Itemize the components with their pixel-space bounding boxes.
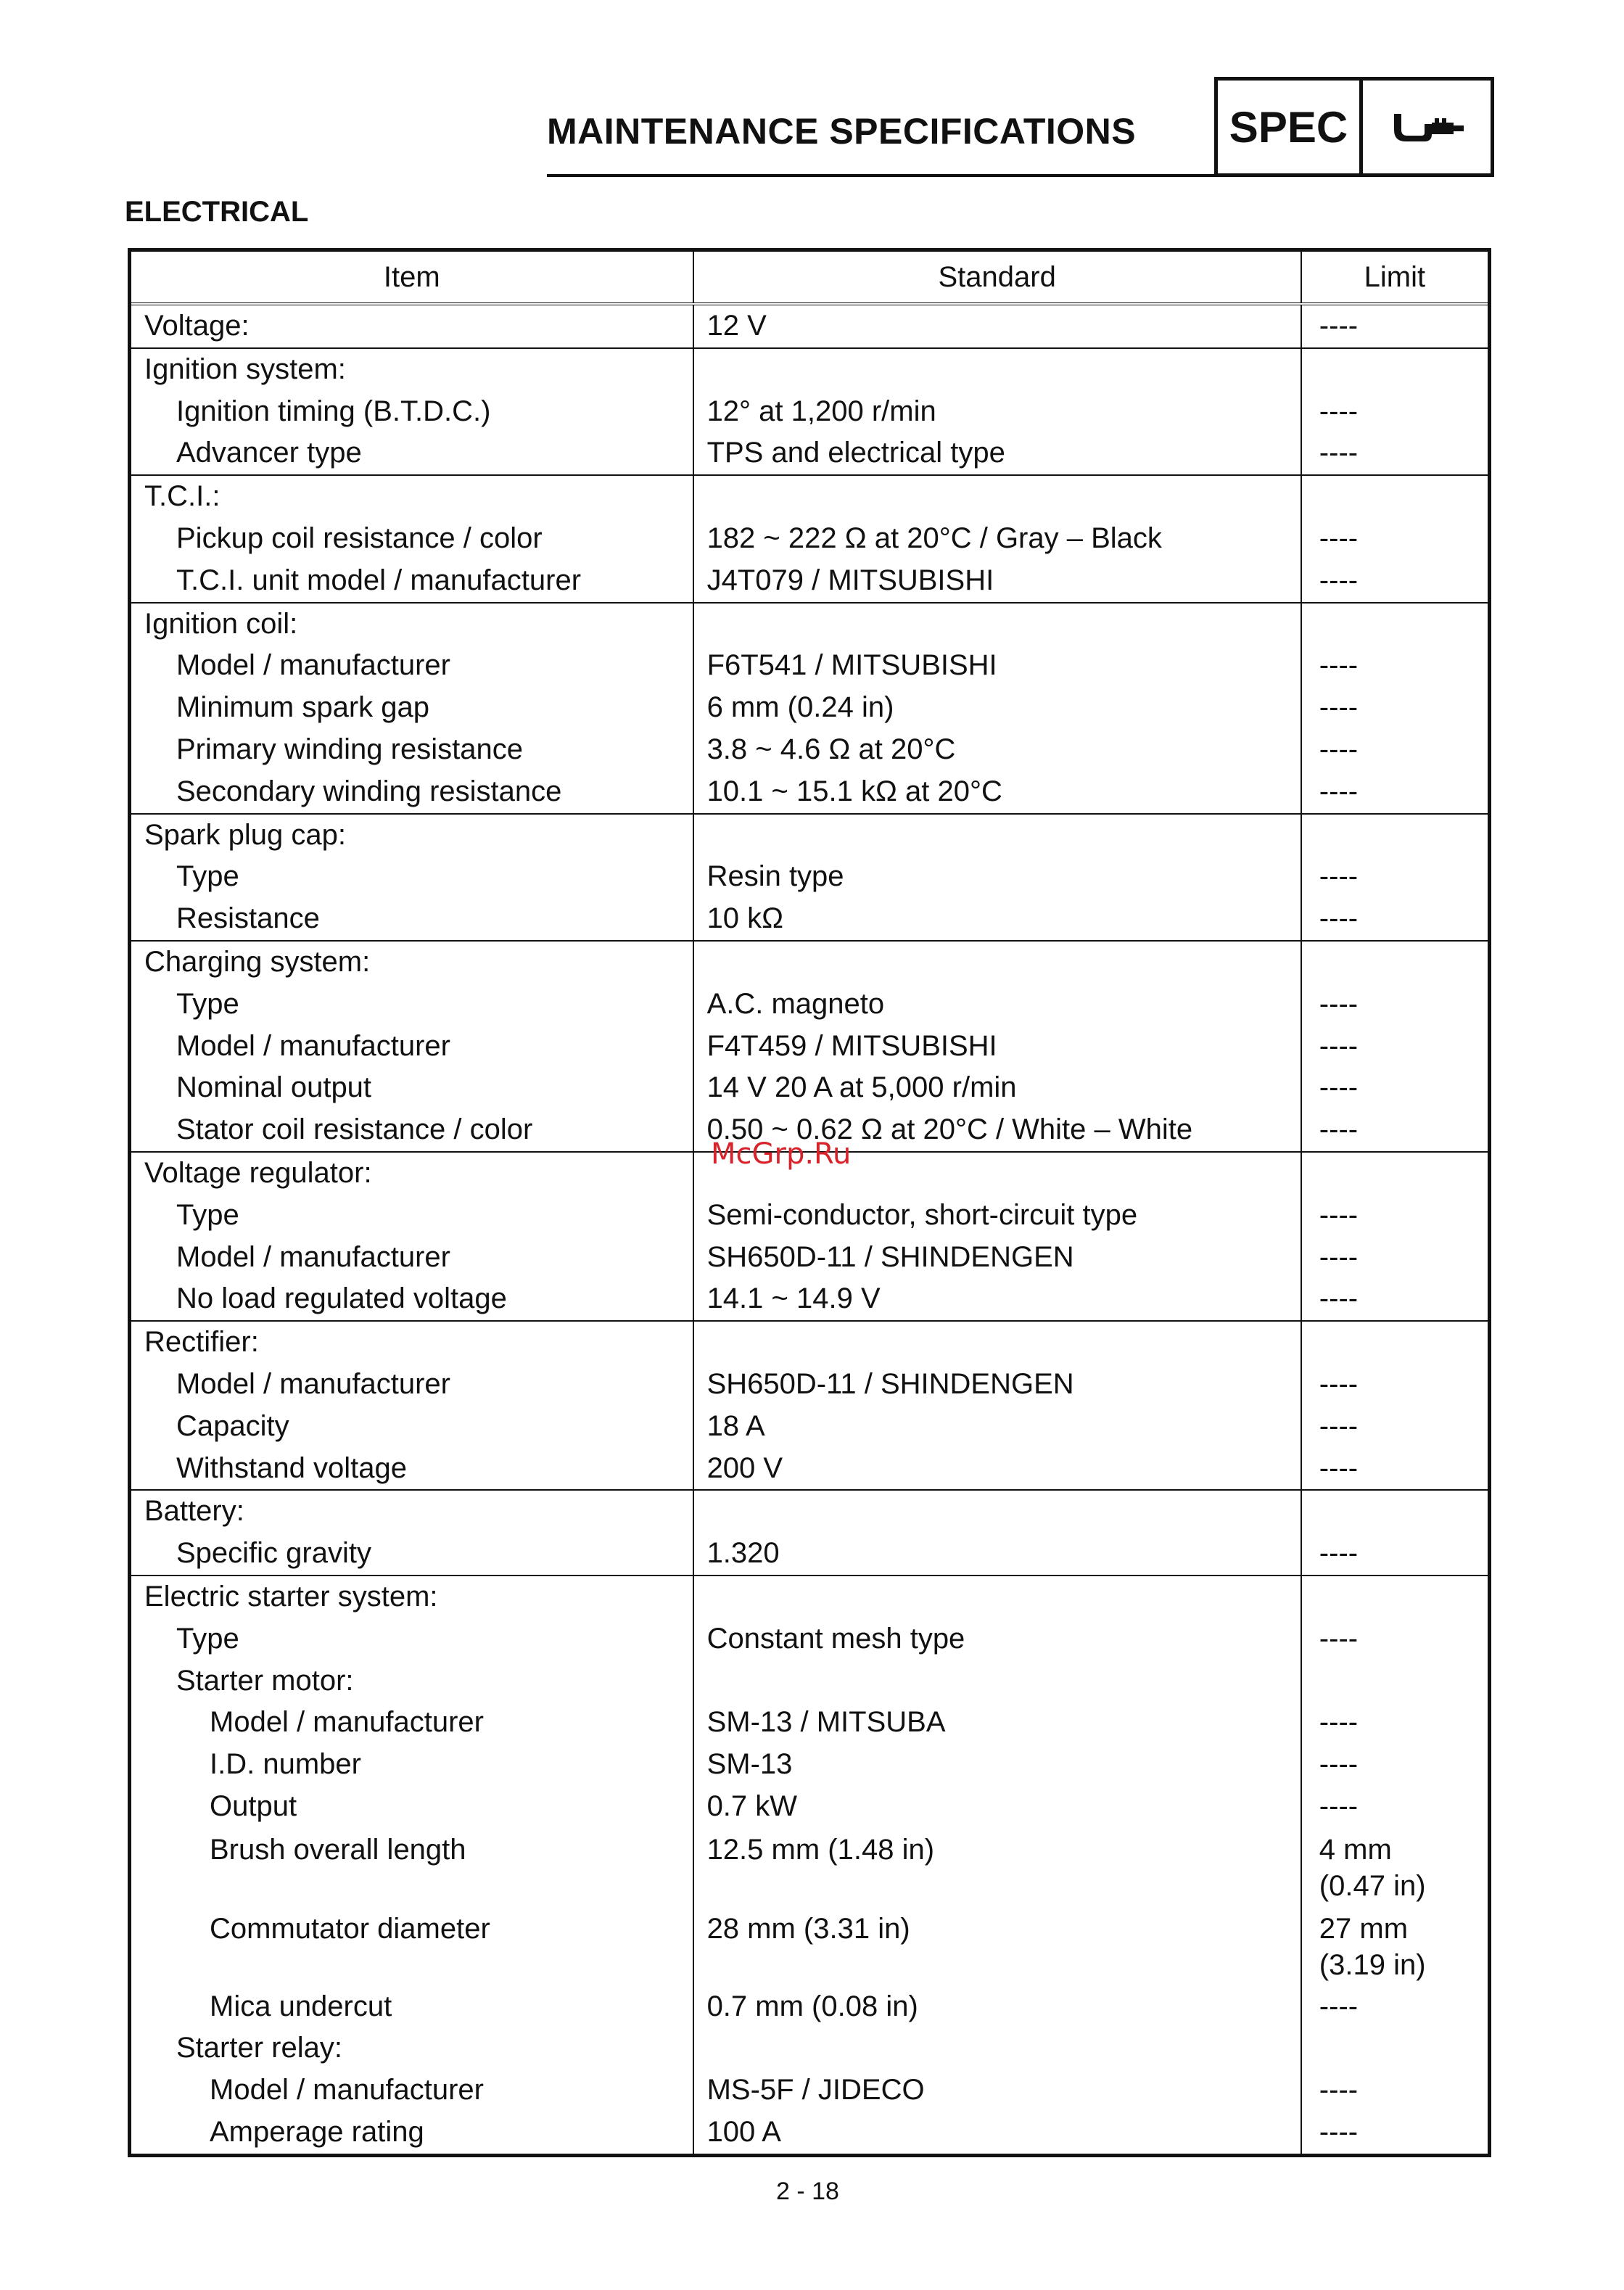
table-row <box>130 771 1490 814</box>
spec-badge <box>1214 77 1494 177</box>
limit-cell <box>1301 348 1490 391</box>
limit-cell <box>1301 1067 1490 1109</box>
limit-cell <box>1301 984 1490 1026</box>
table-row <box>130 391 1490 433</box>
column-header-item: Item <box>130 250 693 305</box>
table-row <box>130 1067 1490 1109</box>
limit-value: ---- <box>1319 775 1359 807</box>
item-cell: Model / manufacturer <box>130 1237 693 1279</box>
item-cell: Starter relay: <box>130 2027 693 2069</box>
limit-value: ---- <box>1319 1409 1359 1442</box>
item-cell: I.D. number <box>130 1744 693 1786</box>
limit-value: ---- <box>1319 1240 1359 1273</box>
item-cell: Model / manufacturer <box>130 2069 693 2112</box>
item-cell: Primary winding resistance <box>130 729 693 771</box>
limit-value: ---- <box>1319 1451 1359 1484</box>
item-cell: T.C.I. unit model / manufacturer <box>130 560 693 603</box>
standard-cell: 0.7 mm (0.08 in) <box>693 1986 1301 2028</box>
standard-cell: J4T079 / MITSUBISHI <box>693 560 1301 603</box>
standard-cell: F4T459 / MITSUBISHI <box>693 1026 1301 1068</box>
spec-table <box>128 248 1491 2157</box>
item-cell: Commutator diameter <box>130 1907 693 1986</box>
standard-cell: 182 ~ 222 Ω at 20°C / Gray – Black <box>693 518 1301 560</box>
table-row <box>130 1406 1490 1448</box>
table-row <box>130 1533 1490 1576</box>
standard-cell: MS-5F / JIDECO <box>693 2069 1301 2112</box>
limit-value: ---- <box>1319 691 1359 724</box>
standard-cell: A.C. magneto <box>693 984 1301 1026</box>
standard-cell: 0.50 ~ 0.62 Ω at 20°C / White – White <box>693 1109 1301 1152</box>
limit-cell <box>1301 2027 1490 2069</box>
table-row <box>130 1828 1490 1907</box>
limit-cell <box>1301 1660 1490 1702</box>
item-cell: Nominal output <box>130 1067 693 1109</box>
limit-value: ---- <box>1319 1071 1359 1104</box>
table-row <box>130 1786 1490 1828</box>
standard-cell: SM-13 <box>693 1744 1301 1786</box>
limit-value: ---- <box>1319 649 1359 682</box>
limit-cell <box>1301 898 1490 941</box>
table-row <box>130 475 1490 518</box>
limit-value: ---- <box>1319 1537 1359 1570</box>
standard-cell: 1.320 <box>693 1533 1301 1576</box>
limit-cell <box>1301 1321 1490 1364</box>
multimeter-probe-icon <box>1387 105 1467 149</box>
standard-cell <box>693 1490 1301 1533</box>
standard-cell <box>693 2027 1301 2069</box>
limit-cell <box>1301 1986 1490 2028</box>
standard-cell: SH650D-11 / SHINDENGEN <box>693 1364 1301 1406</box>
table-row <box>130 1702 1490 1744</box>
standard-cell: Constant mesh type <box>693 1618 1301 1660</box>
table-row <box>130 898 1490 941</box>
table-row <box>130 1237 1490 1279</box>
item-cell: Model / manufacturer <box>130 1702 693 1744</box>
limit-cell <box>1301 1702 1490 1744</box>
header-rule <box>547 174 1214 177</box>
limit-cell <box>1301 856 1490 898</box>
item-cell: No load regulated voltage <box>130 1278 693 1321</box>
table-row <box>130 2027 1490 2069</box>
limit-cell <box>1301 1109 1490 1152</box>
item-cell: T.C.I.: <box>130 475 693 518</box>
item-cell: Amperage rating <box>130 2112 693 2155</box>
limit-cell <box>1301 1278 1490 1321</box>
limit-cell <box>1301 771 1490 814</box>
limit-value: ---- <box>1319 1367 1359 1400</box>
column-header-limit: Limit <box>1301 250 1490 305</box>
limit-cell <box>1301 1907 1490 1986</box>
standard-cell <box>693 348 1301 391</box>
table-row <box>130 603 1490 646</box>
table-row <box>130 1660 1490 1702</box>
standard-cell: 0.7 kW <box>693 1786 1301 1828</box>
standard-cell: F6T541 / MITSUBISHI <box>693 645 1301 687</box>
limit-value: ---- <box>1319 310 1359 342</box>
item-cell: Voltage: <box>130 304 693 348</box>
standard-cell: 12° at 1,200 r/min <box>693 391 1301 433</box>
item-cell: Capacity <box>130 1406 693 1448</box>
table-row <box>130 1321 1490 1364</box>
table-header-row <box>130 250 1490 305</box>
item-cell: Type <box>130 1618 693 1660</box>
standard-cell: 200 V <box>693 1448 1301 1491</box>
limit-cell <box>1301 941 1490 984</box>
limit-cell <box>1301 1618 1490 1660</box>
table-row <box>130 2069 1490 2112</box>
standard-cell: 6 mm (0.24 in) <box>693 687 1301 729</box>
standard-cell: 100 A <box>693 2112 1301 2155</box>
limit-value-line2: (0.47 in) <box>1319 1869 1426 1902</box>
standard-cell: 18 A <box>693 1406 1301 1448</box>
table-row <box>130 984 1490 1026</box>
standard-cell: 14.1 ~ 14.9 V <box>693 1278 1301 1321</box>
item-cell: Ignition timing (B.T.D.C.) <box>130 391 693 433</box>
spec-badge-icon-cell <box>1363 81 1491 173</box>
standard-cell <box>693 1660 1301 1702</box>
item-cell: Model / manufacturer <box>130 1364 693 1406</box>
section-title: ELECTRICAL <box>125 196 309 228</box>
item-cell: Output <box>130 1786 693 1828</box>
item-cell: Pickup coil resistance / color <box>130 518 693 560</box>
limit-cell <box>1301 475 1490 518</box>
item-cell: Rectifier: <box>130 1321 693 1364</box>
standard-cell: SH650D-11 / SHINDENGEN <box>693 1237 1301 1279</box>
standard-cell <box>693 814 1301 857</box>
item-cell: Voltage regulator: <box>130 1152 693 1195</box>
item-cell: Starter motor: <box>130 1660 693 1702</box>
limit-cell <box>1301 518 1490 560</box>
table-row <box>130 2112 1490 2155</box>
limit-value: ---- <box>1319 987 1359 1020</box>
limit-value: ---- <box>1319 1748 1359 1781</box>
limit-cell <box>1301 687 1490 729</box>
limit-value: ---- <box>1319 1113 1359 1146</box>
page-number: 2 - 18 <box>776 2178 839 2205</box>
limit-value: ---- <box>1319 1198 1359 1231</box>
item-cell: Type <box>130 856 693 898</box>
table-row <box>130 1744 1490 1786</box>
table-row <box>130 645 1490 687</box>
item-cell: Withstand voltage <box>130 1448 693 1491</box>
table-row <box>130 304 1490 348</box>
limit-cell <box>1301 1448 1490 1491</box>
item-cell: Type <box>130 984 693 1026</box>
standard-cell: 3.8 ~ 4.6 Ω at 20°C <box>693 729 1301 771</box>
standard-cell: SM-13 / MITSUBA <box>693 1702 1301 1744</box>
limit-value: ---- <box>1319 1282 1359 1315</box>
limit-value: ---- <box>1319 902 1359 935</box>
limit-value: ---- <box>1319 733 1359 765</box>
limit-cell <box>1301 1364 1490 1406</box>
limit-cell <box>1301 1576 1490 1618</box>
item-cell: Charging system: <box>130 941 693 984</box>
standard-cell: 12 V <box>693 304 1301 348</box>
limit-value: ---- <box>1319 2116 1359 2149</box>
table-row <box>130 518 1490 560</box>
limit-value: ---- <box>1319 395 1359 427</box>
watermark: McGrp.Ru <box>711 1137 852 1171</box>
standard-cell: TPS and electrical type <box>693 432 1301 475</box>
limit-cell <box>1301 1026 1490 1068</box>
item-cell: Model / manufacturer <box>130 1026 693 1068</box>
limit-cell <box>1301 645 1490 687</box>
item-cell: Specific gravity <box>130 1533 693 1576</box>
limit-cell <box>1301 1744 1490 1786</box>
table-row <box>130 1026 1490 1068</box>
limit-cell <box>1301 1152 1490 1195</box>
item-cell: Type <box>130 1195 693 1237</box>
item-cell: Model / manufacturer <box>130 645 693 687</box>
limit-value: ---- <box>1319 860 1359 893</box>
table-row <box>130 729 1490 771</box>
standard-cell <box>693 603 1301 646</box>
standard-cell <box>693 1576 1301 1618</box>
limit-cell <box>1301 1786 1490 1828</box>
item-cell: Ignition system: <box>130 348 693 391</box>
limit-value: ---- <box>1319 1029 1359 1062</box>
table-row <box>130 1278 1490 1321</box>
standard-cell: Semi-conductor, short-circuit type <box>693 1195 1301 1237</box>
standard-cell: 28 mm (3.31 in) <box>693 1907 1301 1986</box>
standard-cell: 10.1 ~ 15.1 kΩ at 20°C <box>693 771 1301 814</box>
limit-cell <box>1301 1490 1490 1533</box>
limit-cell <box>1301 391 1490 433</box>
standard-cell <box>693 941 1301 984</box>
spec-badge-label: SPEC <box>1218 81 1363 173</box>
table-row <box>130 1448 1490 1491</box>
limit-cell <box>1301 1406 1490 1448</box>
limit-cell <box>1301 814 1490 857</box>
limit-cell <box>1301 603 1490 646</box>
item-cell: Stator coil resistance / color <box>130 1109 693 1152</box>
standard-cell: 14 V 20 A at 5,000 r/min <box>693 1067 1301 1109</box>
limit-cell <box>1301 560 1490 603</box>
standard-cell <box>693 475 1301 518</box>
limit-value: ---- <box>1319 522 1359 554</box>
page-title: MAINTENANCE SPECIFICATIONS <box>547 111 1137 152</box>
standard-cell: 12.5 mm (1.48 in) <box>693 1828 1301 1907</box>
table-row <box>130 941 1490 984</box>
limit-cell <box>1301 1237 1490 1279</box>
table-row <box>130 560 1490 603</box>
table-row <box>130 1907 1490 1986</box>
limit-value: ---- <box>1319 1789 1359 1822</box>
item-cell: Ignition coil: <box>130 603 693 646</box>
item-cell: Brush overall length <box>130 1828 693 1907</box>
item-cell: Advancer type <box>130 432 693 475</box>
limit-value: ---- <box>1319 1990 1359 2022</box>
limit-value: ---- <box>1319 2074 1359 2106</box>
table-row <box>130 1490 1490 1533</box>
limit-value: 27 mm <box>1319 1912 1409 1945</box>
limit-value: ---- <box>1319 1706 1359 1739</box>
limit-cell <box>1301 1828 1490 1907</box>
item-cell: Battery: <box>130 1490 693 1533</box>
limit-value: ---- <box>1319 437 1359 469</box>
item-cell: Mica undercut <box>130 1986 693 2028</box>
standard-cell <box>693 1321 1301 1364</box>
item-cell: Resistance <box>130 898 693 941</box>
item-cell: Electric starter system: <box>130 1576 693 1618</box>
table-row <box>130 687 1490 729</box>
limit-cell <box>1301 2112 1490 2155</box>
table-row <box>130 348 1490 391</box>
column-header-standard: Standard <box>693 250 1301 305</box>
limit-cell <box>1301 1533 1490 1576</box>
table-row <box>130 856 1490 898</box>
limit-value: ---- <box>1319 1622 1359 1655</box>
limit-cell <box>1301 2069 1490 2112</box>
standard-cell: Resin type <box>693 856 1301 898</box>
table-row <box>130 814 1490 857</box>
table-row <box>130 1618 1490 1660</box>
item-cell: Minimum spark gap <box>130 687 693 729</box>
limit-cell <box>1301 729 1490 771</box>
limit-value: ---- <box>1319 564 1359 596</box>
limit-value-line2: (3.19 in) <box>1319 1948 1426 1981</box>
standard-cell: 10 kΩ <box>693 898 1301 941</box>
limit-cell <box>1301 1195 1490 1237</box>
table-row <box>130 1576 1490 1618</box>
table-row <box>130 1195 1490 1237</box>
table-row <box>130 1364 1490 1406</box>
table-row <box>130 1986 1490 2028</box>
limit-cell <box>1301 432 1490 475</box>
limit-value: 4 mm <box>1319 1833 1392 1866</box>
item-cell: Spark plug cap: <box>130 814 693 857</box>
limit-cell <box>1301 304 1490 348</box>
spec-table-body <box>130 304 1490 2155</box>
table-row <box>130 432 1490 475</box>
item-cell: Secondary winding resistance <box>130 771 693 814</box>
